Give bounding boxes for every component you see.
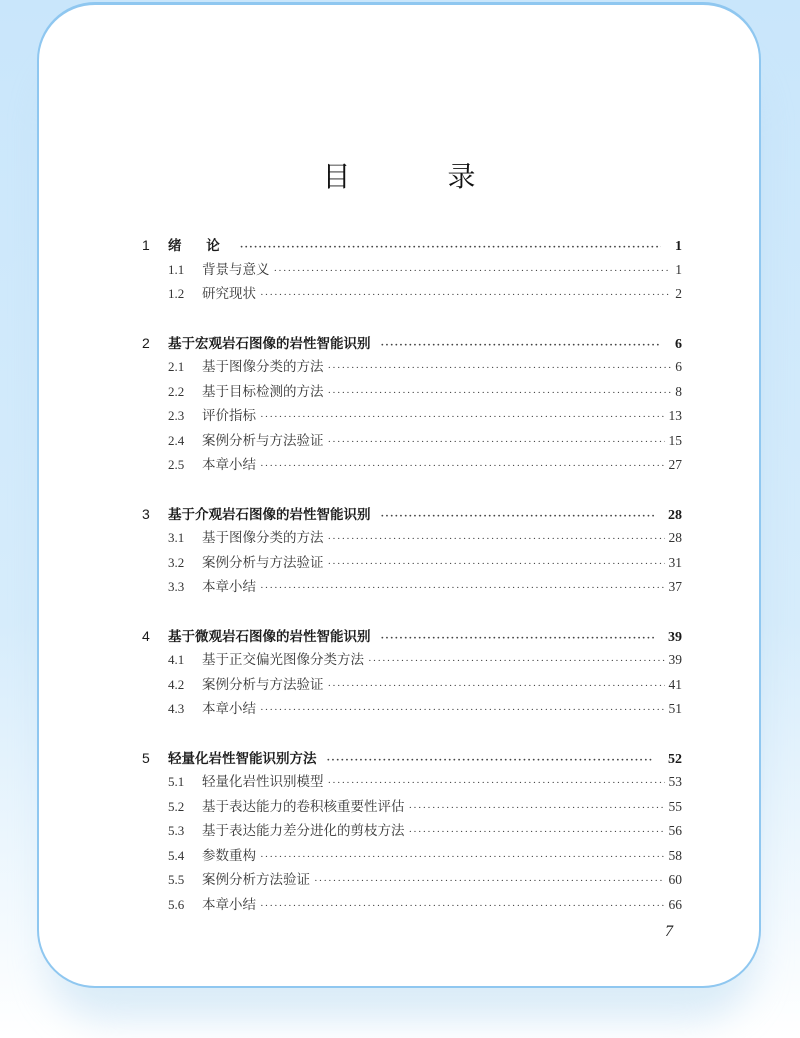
page-number: 6 bbox=[675, 359, 682, 374]
chapter-number: 1 bbox=[142, 237, 150, 253]
page-number: 53 bbox=[668, 774, 682, 789]
section-number: 2.5 bbox=[168, 457, 185, 472]
chapter-number: 2 bbox=[142, 334, 150, 351]
toc-section-entry[interactable] bbox=[142, 673, 682, 698]
chapter-title: 基于微观岩石图像的岩性智能识别 bbox=[168, 628, 371, 645]
page-number: 55 bbox=[668, 798, 682, 814]
section-number: 3.3 bbox=[168, 579, 185, 594]
dot-leader bbox=[381, 504, 655, 529]
dot-leader bbox=[409, 820, 665, 845]
toc-section-entry[interactable] bbox=[142, 648, 682, 673]
page-number: 28 bbox=[668, 530, 682, 545]
chapter-number: 4 bbox=[142, 627, 150, 644]
dot-leader bbox=[328, 674, 665, 699]
section-title: 轻量化岩性识别模型 bbox=[202, 774, 324, 790]
section-number: 1.1 bbox=[168, 261, 185, 277]
dot-leader bbox=[409, 796, 665, 821]
chapter-number: 5 bbox=[142, 749, 150, 766]
section-title: 本章小结 bbox=[202, 457, 256, 473]
section-title: 基于表达能力差分进化的剪枝方法 bbox=[202, 823, 405, 839]
page-number: 31 bbox=[668, 554, 682, 570]
toc-chapter-entry[interactable] bbox=[142, 331, 682, 356]
dot-leader bbox=[260, 698, 665, 723]
section-title: 案例分析方法验证 bbox=[202, 872, 310, 888]
section-title: 基于表达能力的卷积核重要性评估 bbox=[202, 798, 405, 815]
section-number: 5.2 bbox=[168, 798, 185, 814]
toc-section-entry[interactable] bbox=[142, 819, 682, 844]
page-number: 2 bbox=[675, 286, 682, 301]
toc-chapter-entry[interactable] bbox=[142, 233, 682, 258]
dot-leader bbox=[314, 869, 665, 894]
dot-leader bbox=[328, 356, 672, 381]
section-title: 背景与意义 bbox=[202, 261, 270, 278]
section-number: 3.1 bbox=[168, 530, 185, 545]
page-number: 56 bbox=[668, 823, 682, 838]
dot-leader bbox=[328, 527, 665, 552]
page-number: 27 bbox=[668, 457, 682, 472]
toc-chapter-1 bbox=[142, 233, 682, 307]
section-number: 2.3 bbox=[168, 408, 185, 423]
table-of-contents bbox=[142, 233, 682, 941]
toc-chapter-4 bbox=[142, 624, 682, 722]
toc-section-entry[interactable] bbox=[142, 770, 682, 795]
page-number: 13 bbox=[668, 408, 682, 423]
section-number: 5.5 bbox=[168, 872, 185, 887]
section-number: 4.1 bbox=[168, 652, 185, 667]
dot-leader bbox=[381, 333, 662, 358]
dot-leader bbox=[260, 894, 665, 919]
section-title: 本章小结 bbox=[202, 579, 256, 595]
section-number: 4.2 bbox=[168, 676, 185, 692]
dot-leader bbox=[260, 405, 665, 430]
dot-leader bbox=[274, 259, 672, 284]
toc-chapter-2 bbox=[142, 331, 682, 478]
toc-section-entry[interactable] bbox=[142, 282, 682, 307]
dot-leader bbox=[260, 576, 665, 601]
folio-page-number: 7 bbox=[665, 923, 673, 940]
dot-leader bbox=[381, 626, 655, 651]
section-number: 2.2 bbox=[168, 383, 185, 399]
page-number: 6 bbox=[675, 336, 682, 352]
section-number: 4.3 bbox=[168, 701, 185, 716]
page-number: 51 bbox=[668, 701, 682, 716]
chapter-title: 绪 论 bbox=[168, 238, 230, 254]
dot-leader bbox=[260, 845, 665, 870]
page-number: 1 bbox=[675, 261, 682, 277]
chapter-title: 基于介观岩石图像的岩性智能识别 bbox=[168, 506, 371, 523]
page-number: 37 bbox=[668, 579, 682, 594]
toc-chapter-5 bbox=[142, 746, 682, 918]
section-title: 参数重构 bbox=[202, 847, 256, 864]
toc-section-entry[interactable] bbox=[142, 355, 682, 380]
toc-section-entry[interactable] bbox=[142, 551, 682, 576]
toc-chapter-entry[interactable] bbox=[142, 624, 682, 649]
toc-section-entry[interactable] bbox=[142, 844, 682, 869]
section-number: 3.2 bbox=[168, 554, 185, 570]
page-number: 28 bbox=[668, 507, 682, 523]
toc-section-entry[interactable] bbox=[142, 526, 682, 551]
section-number: 2.4 bbox=[168, 432, 185, 448]
page-number: 60 bbox=[668, 872, 682, 887]
section-number: 1.2 bbox=[168, 286, 185, 301]
page-number: 41 bbox=[668, 676, 682, 692]
section-title: 案例分析与方法验证 bbox=[202, 554, 324, 571]
section-title: 基于正交偏光图像分类方法 bbox=[202, 652, 364, 668]
dot-leader bbox=[328, 430, 665, 455]
toc-section-entry[interactable] bbox=[142, 893, 682, 918]
dot-leader bbox=[240, 235, 661, 260]
toc-section-entry[interactable] bbox=[142, 404, 682, 429]
toc-chapter-entry[interactable] bbox=[142, 746, 682, 771]
toc-section-entry[interactable] bbox=[142, 697, 682, 722]
toc-section-entry[interactable] bbox=[142, 575, 682, 600]
page-number: 52 bbox=[668, 751, 682, 767]
dot-leader bbox=[328, 552, 665, 577]
dot-leader bbox=[327, 748, 655, 773]
toc-section-entry[interactable] bbox=[142, 868, 682, 893]
chapter-title: 基于宏观岩石图像的岩性智能识别 bbox=[168, 335, 371, 352]
section-title: 基于图像分类的方法 bbox=[202, 530, 324, 546]
section-title: 案例分析与方法验证 bbox=[202, 676, 324, 693]
toc-section-entry[interactable] bbox=[142, 380, 682, 405]
page-title: 目 录 bbox=[322, 160, 520, 193]
document-page bbox=[37, 2, 761, 988]
section-number: 5.3 bbox=[168, 823, 185, 838]
section-title: 案例分析与方法验证 bbox=[202, 432, 324, 449]
section-title: 基于图像分类的方法 bbox=[202, 359, 324, 375]
page-number: 8 bbox=[675, 383, 682, 399]
section-title: 本章小结 bbox=[202, 701, 256, 717]
section-title: 本章小结 bbox=[202, 896, 256, 913]
chapter-title: 轻量化岩性智能识别方法 bbox=[168, 750, 317, 767]
section-number: 5.4 bbox=[168, 847, 185, 863]
toc-section-entry[interactable] bbox=[142, 795, 682, 820]
page-number: 39 bbox=[668, 629, 682, 645]
dot-leader bbox=[260, 454, 665, 479]
toc-chapter-3 bbox=[142, 502, 682, 600]
page-number: 39 bbox=[668, 652, 682, 667]
page-number: 15 bbox=[668, 432, 682, 448]
section-title: 评价指标 bbox=[202, 408, 256, 424]
section-number: 5.1 bbox=[168, 774, 185, 789]
dot-leader bbox=[260, 283, 671, 308]
toc-section-entry[interactable] bbox=[142, 258, 682, 283]
dot-leader bbox=[368, 649, 665, 674]
toc-chapter-entry[interactable] bbox=[142, 502, 682, 527]
section-title: 研究现状 bbox=[202, 286, 256, 302]
chapter-number: 3 bbox=[142, 505, 150, 522]
section-number: 5.6 bbox=[168, 896, 185, 912]
section-number: 2.1 bbox=[168, 359, 185, 374]
page-number: 1 bbox=[675, 239, 682, 254]
section-title: 基于目标检测的方法 bbox=[202, 383, 324, 400]
dot-leader bbox=[328, 381, 672, 406]
toc-section-entry[interactable] bbox=[142, 453, 682, 478]
page-number: 58 bbox=[668, 847, 682, 863]
toc-section-entry[interactable] bbox=[142, 429, 682, 454]
dot-leader bbox=[328, 771, 665, 796]
page-number: 66 bbox=[668, 896, 682, 912]
